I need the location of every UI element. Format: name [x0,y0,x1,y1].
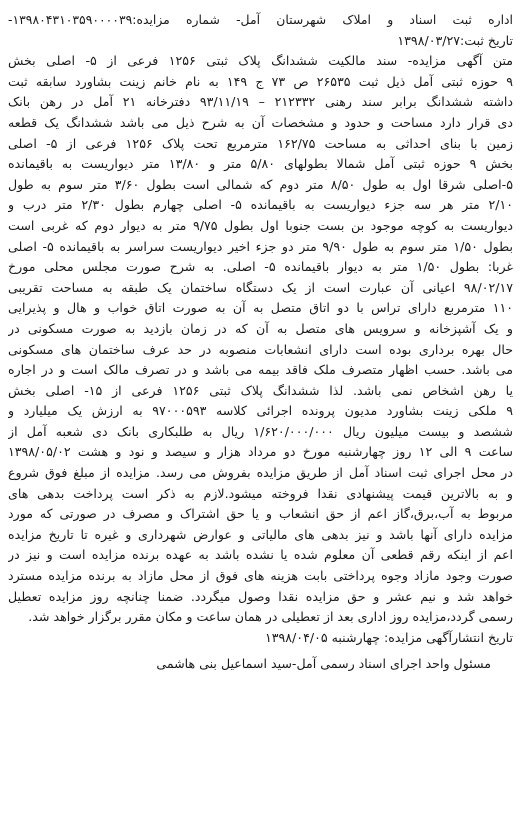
body-line: ۹۸/۰۲/۱۷ اعیانی آن عبارت است از یک دستگاه ساختمان یک طبقه به مساحت تقریبی [8,279,513,295]
body-line: ۹ ملکی زینت بشاورد مدیون پرونده اجرائی کلاسه ۹۷۰۰۰۵۹۳ به ارزش یک میلیارد و [8,403,513,419]
body-line: مربوط به آب،برق،گاز اعم از حق انشعاب و یا حق اشتراک و مصرف در صورتی که مورد [8,506,513,522]
body-line: ۵-اصلی شرقا اول به طول ۸/۵۰ متر دوم که شمالی است بطول ۳/۶۰ متر سوم به طول [8,176,513,192]
body-line: اعم از اینکه رقم قطعی آن معلوم شده یا نشده باشد به عهده برنده مزایده است و نیز در [8,547,513,563]
body-line: مزایده دارای آنها باشد و نیز بدهی های مالیاتی و عوارض شهرداری و غیره تا تاریخ مزایده [8,526,513,542]
body-line: و یک آشپزخانه و سرویس های متصل به آن که در زمان بازدید به صورت مسکونی در [8,320,513,336]
body-line: می باشد. حسب اظهار متصرف ملک فاقد بیمه می باشد و در تصرف مالک است و در اجاره [8,362,513,378]
body-line: یا رهن اشخاص نمی باشد. لذا ششدانگ پلاک ثبتی ۱۲۵۶ فرعی از ۱۵- اصلی بخش [8,382,513,398]
body-line: ۲/۱۰ متر هر سه جزء دیواریست به باقیمانده ۵- اصلی چهارم بطول ۲/۳۰ متر درب و [8,197,513,213]
body-line: بطول ۱/۵۰ متر سوم به طول ۹/۹۰ متر دو جزء اخیر دیواریست سراسر به باقیمانده ۵- اصلی [8,238,513,254]
signature-line: مسئول واحد اجرای اسناد رسمی آمل-سید اسماعیل بنی هاشمی [156,656,491,672]
body-line: در محل اجرای ثبت اسناد آمل از طریق مزایده بفروش می رسد. مزایده از مبلغ فوق شروع [8,465,513,481]
body-line: و به بالاترین قیمت پیشنهادی نقدا فروخته میشود.لازم به ذکر است پرداخت بدهی های [8,485,513,501]
notice-body [8,51,513,628]
body-line: ششصد و بیست میلیون ریال ۱/۶۲۰/۰۰۰/۰۰۰ ریال به طلبکاری بانک دی شعبه آمل از [8,423,513,439]
body-line: دیواریست به کوچه موجود بن بست جنوبا اول بطول ۹/۷۵ متر به دیوار دوم که غربی است [8,217,513,233]
body-line: زمین با بنای احداثی به مساحت ۱۶۲/۷۵ مترمربع تحت پلاک ۱۲۵۶ فرعی از ۵- اصلی [8,135,513,151]
body-line: خواهد شد و نیم عشر و حق مزایده نقدا وصول میگردد. ضمنا چنانچه روز مزایده تعطیل [8,588,513,604]
body-line: ساعت ۹ الی ۱۲ روز چهارشنبه مورخ دو مرداد هزار و سیصد و نود و هشت ۱۳۹۸/۰۵/۰۲ [8,444,513,460]
body-line: حال بهره برداری بوده است دارای انشعابات منصوبه در حد عرف ساختمان های مسکونی [8,341,513,357]
body-line: ۹ حوزه ثبتی آمل ذیل ثبت ۲۶۵۳۵ ص ۷۳ ج ۱۴۹ به نام خانم زینت بشاورد سابقه ثبت [8,73,513,89]
body-line: غربا: بطول ۱/۵۰ متر به دیوار باقیمانده ۵- اصلی. به شرح صورت مجلس محلی مورخ [8,259,513,275]
body-line: صورت وجود مازاد وجوه پرداختی بابت هزینه های فوق از محل مازاد به برنده مزایده مسترد [8,568,513,584]
body-line: بخش ۹ حوزه ثبتی آمل شمالا بطولهای ۵/۸۰ متر و ۱۳/۸۰ متر دیواریست به باقیمانده [8,156,513,172]
body-line: رسمی گردد،مزایده روز اداری بعد از تعطیلی در همان ساعت و مکان مقرر برگزار خواهد شد. [28,609,513,625]
publication-date-line: تاریخ انتشارآگهی مزایده: چهارشنبه ۱۳۹۸/۰۴/۰۵ [265,629,513,645]
header-registry-line: اداره ثبت اسناد و املاک شهرستان آمل- شماره مزایده:۱۳۹۸۰۴۳۱۰۳۵۹۰۰۰۰۳۹- [8,12,513,27]
header-date-line: تاریخ ثبت:۱۳۹۸/۰۳/۲۷ [397,32,513,48]
body-line: داشته ششدانگ برابر سند رهنی ۲۱۲۳۳۲ – ۹۳/۱۱/۱۹ دفترخانه ۲۱ آمل در رهن بانک [8,94,513,110]
body-line: ۱۱۰ مترمربع دارای تراس با دو اتاق متصل به آن به صورت اتاق خواب و هال و پذیرایی [8,300,513,316]
body-line: دی قرار دارد مساحت و حدود و مشخصات آن به شرح ذیل می باشد ششدانگ یک قطعه [8,114,513,130]
body-line: متن آگهی مزایده- سند مالکیت ششدانگ پلاک ثبتی ۱۲۵۶ فرعی از ۵- اصلی بخش [8,53,513,69]
